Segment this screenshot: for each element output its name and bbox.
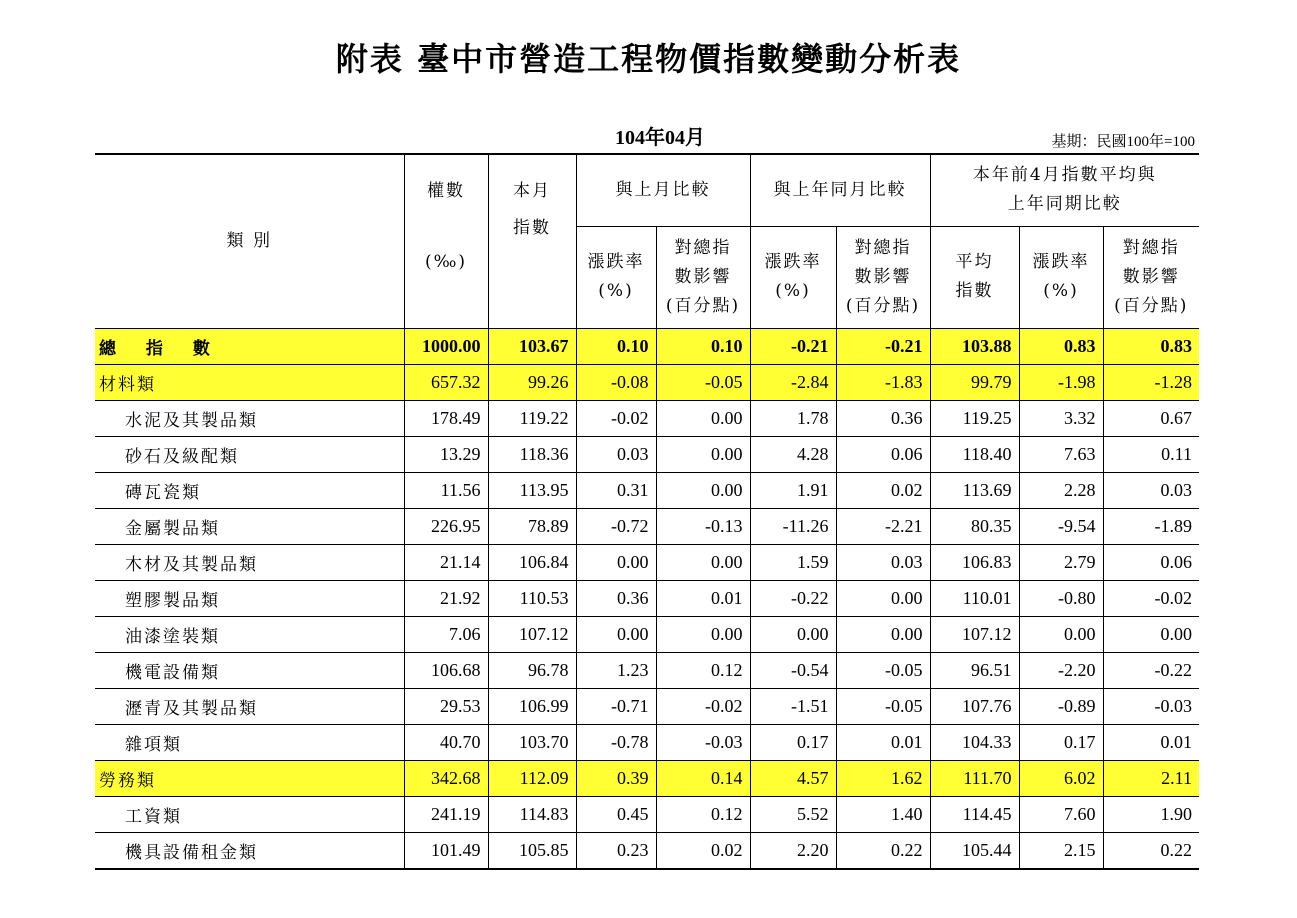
cell-avg: 96.51 bbox=[930, 652, 1019, 688]
cell-index: 78.89 bbox=[488, 508, 576, 544]
cell-avg: 118.40 bbox=[930, 436, 1019, 472]
impact-line2: 數影響 bbox=[1122, 266, 1180, 287]
cell-weight: 11.56 bbox=[404, 472, 488, 508]
cell-y-rate: -11.26 bbox=[750, 508, 836, 544]
cell-index: 107.12 bbox=[488, 616, 576, 652]
cell-a-impact: -0.03 bbox=[1103, 688, 1199, 724]
cell-index: 103.67 bbox=[488, 328, 576, 364]
cell-a-impact: 0.11 bbox=[1103, 436, 1199, 472]
cell-weight: 29.53 bbox=[404, 688, 488, 724]
table-header bbox=[95, 154, 1199, 328]
cell-index: 118.36 bbox=[488, 436, 576, 472]
row-category: 材料類 bbox=[95, 364, 404, 400]
table-row bbox=[95, 436, 1199, 472]
table-row bbox=[95, 508, 1199, 544]
table-row bbox=[95, 796, 1199, 832]
cell-a-impact: 0.00 bbox=[1103, 616, 1199, 652]
header-index-line2: 指數 bbox=[513, 218, 551, 238]
header-m-rate bbox=[576, 226, 656, 328]
cell-m-impact: 0.14 bbox=[656, 760, 750, 796]
cell-index: 96.78 bbox=[488, 652, 576, 688]
cell-weight: 657.32 bbox=[404, 364, 488, 400]
cell-weight: 241.19 bbox=[404, 796, 488, 832]
cell-weight: 21.92 bbox=[404, 580, 488, 616]
cell-avg: 99.79 bbox=[930, 364, 1019, 400]
cell-a-impact: -0.22 bbox=[1103, 652, 1199, 688]
cell-m-impact: 0.12 bbox=[656, 652, 750, 688]
cell-a-impact: -1.89 bbox=[1103, 508, 1199, 544]
row-category: 瀝青及其製品類 bbox=[95, 688, 404, 724]
table-row bbox=[95, 724, 1199, 760]
cell-a-rate: -1.98 bbox=[1019, 364, 1103, 400]
header-a-rate bbox=[1019, 226, 1103, 328]
cell-weight: 40.70 bbox=[404, 724, 488, 760]
cell-y-impact: 0.36 bbox=[836, 400, 930, 436]
cell-a-rate: 6.02 bbox=[1019, 760, 1103, 796]
cell-y-impact: 0.02 bbox=[836, 472, 930, 508]
cell-a-rate: 2.15 bbox=[1019, 832, 1103, 869]
cell-y-impact: -1.83 bbox=[836, 364, 930, 400]
cell-avg: 113.69 bbox=[930, 472, 1019, 508]
header-avg-index bbox=[930, 226, 1019, 328]
table-row bbox=[95, 652, 1199, 688]
table-row bbox=[95, 688, 1199, 724]
row-category: 塑膠製品類 bbox=[95, 580, 404, 616]
cell-avg: 80.35 bbox=[930, 508, 1019, 544]
row-category: 水泥及其製品類 bbox=[95, 400, 404, 436]
cell-m-impact: 0.02 bbox=[656, 832, 750, 869]
cell-m-rate: -0.78 bbox=[576, 724, 656, 760]
row-category: 金屬製品類 bbox=[95, 508, 404, 544]
cell-m-impact: 0.12 bbox=[656, 796, 750, 832]
header-weight bbox=[404, 154, 488, 328]
cell-a-rate: 7.63 bbox=[1019, 436, 1103, 472]
impact-line2: 數影響 bbox=[674, 266, 732, 287]
cell-avg: 105.44 bbox=[930, 832, 1019, 869]
cell-weight: 178.49 bbox=[404, 400, 488, 436]
cell-y-impact: 0.00 bbox=[836, 616, 930, 652]
cell-index: 113.95 bbox=[488, 472, 576, 508]
cell-y-rate: 2.20 bbox=[750, 832, 836, 869]
rate-label: 漲跌率 bbox=[1032, 252, 1090, 272]
cell-y-rate: 0.00 bbox=[750, 616, 836, 652]
impact-line1: 對總指 bbox=[1122, 237, 1180, 258]
cell-a-rate: 3.32 bbox=[1019, 400, 1103, 436]
cell-index: 112.09 bbox=[488, 760, 576, 796]
price-index-table bbox=[95, 153, 1199, 870]
cell-a-rate: -0.80 bbox=[1019, 580, 1103, 616]
rate-unit: (%) bbox=[598, 281, 634, 301]
cell-y-rate: -2.84 bbox=[750, 364, 836, 400]
header-ytd-compare bbox=[930, 154, 1199, 226]
header-ytd-line1: 本年前4月指數平均與 bbox=[972, 165, 1157, 186]
base-period-note: 基期：民國100年=100 bbox=[1051, 134, 1195, 150]
cell-y-rate: -0.22 bbox=[750, 580, 836, 616]
cell-a-impact: 0.67 bbox=[1103, 400, 1199, 436]
row-category: 砂石及級配類 bbox=[95, 436, 404, 472]
cell-y-impact: -0.05 bbox=[836, 688, 930, 724]
header-y-impact bbox=[836, 226, 930, 328]
cell-avg: 110.01 bbox=[930, 580, 1019, 616]
cell-m-impact: 0.00 bbox=[656, 436, 750, 472]
cell-y-impact: 1.62 bbox=[836, 760, 930, 796]
rate-unit: (%) bbox=[775, 281, 811, 301]
cell-avg: 104.33 bbox=[930, 724, 1019, 760]
cell-a-rate: -9.54 bbox=[1019, 508, 1103, 544]
cell-index: 99.26 bbox=[488, 364, 576, 400]
cell-a-impact: 0.01 bbox=[1103, 724, 1199, 760]
cell-index: 106.99 bbox=[488, 688, 576, 724]
cell-index: 105.85 bbox=[488, 832, 576, 869]
cell-y-impact: 0.03 bbox=[836, 544, 930, 580]
cell-m-rate: 0.10 bbox=[576, 328, 656, 364]
avg-line1: 平均 bbox=[955, 252, 994, 272]
cell-y-rate: 1.59 bbox=[750, 544, 836, 580]
cell-weight: 13.29 bbox=[404, 436, 488, 472]
cell-m-impact: 0.00 bbox=[656, 544, 750, 580]
cell-y-impact: -0.05 bbox=[836, 652, 930, 688]
header-category-label: 類 別 bbox=[226, 230, 272, 251]
cell-avg: 119.25 bbox=[930, 400, 1019, 436]
cell-weight: 1000.00 bbox=[404, 328, 488, 364]
cell-y-impact: 0.00 bbox=[836, 580, 930, 616]
avg-line2: 指數 bbox=[955, 281, 994, 301]
cell-weight: 106.68 bbox=[404, 652, 488, 688]
cell-a-rate: 0.83 bbox=[1019, 328, 1103, 364]
cell-m-rate: 1.23 bbox=[576, 652, 656, 688]
cell-a-impact: 1.90 bbox=[1103, 796, 1199, 832]
cell-a-rate: 7.60 bbox=[1019, 796, 1103, 832]
cell-a-rate: -2.20 bbox=[1019, 652, 1103, 688]
cell-index: 106.84 bbox=[488, 544, 576, 580]
cell-m-impact: 0.01 bbox=[656, 580, 750, 616]
cell-a-impact: 0.06 bbox=[1103, 544, 1199, 580]
cell-m-impact: 0.00 bbox=[656, 616, 750, 652]
header-vs-last-year-month: 與上年同月比較 bbox=[750, 154, 930, 226]
impact-line2: 數影響 bbox=[854, 266, 912, 287]
cell-y-impact: -0.21 bbox=[836, 328, 930, 364]
row-category: 總 指 數 bbox=[95, 328, 404, 364]
cell-m-rate: 0.39 bbox=[576, 760, 656, 796]
table-row bbox=[95, 364, 1199, 400]
cell-a-rate: 2.79 bbox=[1019, 544, 1103, 580]
cell-y-impact: 0.01 bbox=[836, 724, 930, 760]
header-category bbox=[95, 154, 404, 328]
cell-a-impact: 0.03 bbox=[1103, 472, 1199, 508]
cell-m-rate: -0.72 bbox=[576, 508, 656, 544]
table-row bbox=[95, 580, 1199, 616]
header-weight-label: 權數 bbox=[427, 181, 465, 201]
cell-y-rate: -0.54 bbox=[750, 652, 836, 688]
cell-weight: 21.14 bbox=[404, 544, 488, 580]
cell-a-rate: -0.89 bbox=[1019, 688, 1103, 724]
table-row bbox=[95, 832, 1199, 869]
row-category: 雜項類 bbox=[95, 724, 404, 760]
cell-y-rate: 4.57 bbox=[750, 760, 836, 796]
cell-y-rate: 1.91 bbox=[750, 472, 836, 508]
cell-index: 119.22 bbox=[488, 400, 576, 436]
cell-m-rate: 0.23 bbox=[576, 832, 656, 869]
row-category: 工資類 bbox=[95, 796, 404, 832]
cell-a-impact: 0.22 bbox=[1103, 832, 1199, 869]
cell-a-impact: 0.83 bbox=[1103, 328, 1199, 364]
table-row bbox=[95, 616, 1199, 652]
cell-m-rate: -0.02 bbox=[576, 400, 656, 436]
cell-a-rate: 2.28 bbox=[1019, 472, 1103, 508]
cell-avg: 111.70 bbox=[930, 760, 1019, 796]
table-body bbox=[95, 328, 1199, 869]
cell-m-impact: -0.05 bbox=[656, 364, 750, 400]
cell-m-impact: -0.03 bbox=[656, 724, 750, 760]
cell-a-impact: -0.02 bbox=[1103, 580, 1199, 616]
cell-m-impact: 0.10 bbox=[656, 328, 750, 364]
row-category: 油漆塗裝類 bbox=[95, 616, 404, 652]
cell-index: 103.70 bbox=[488, 724, 576, 760]
cell-avg: 103.88 bbox=[930, 328, 1019, 364]
cell-y-rate: 0.17 bbox=[750, 724, 836, 760]
table-row bbox=[95, 400, 1199, 436]
header-weight-unit: (‰) bbox=[424, 252, 468, 272]
table-row bbox=[95, 328, 1199, 364]
cell-m-rate: -0.71 bbox=[576, 688, 656, 724]
cell-weight: 101.49 bbox=[404, 832, 488, 869]
cell-m-rate: 0.00 bbox=[576, 544, 656, 580]
row-category: 磚瓦瓷類 bbox=[95, 472, 404, 508]
table-row bbox=[95, 472, 1199, 508]
header-y-rate bbox=[750, 226, 836, 328]
cell-y-rate: 4.28 bbox=[750, 436, 836, 472]
header-ytd-line2: 上年同期比較 bbox=[1007, 194, 1122, 215]
page-title: 附表 臺中市營造工程物價指數變動分析表 bbox=[335, 40, 962, 78]
report-period: 104年04月 bbox=[615, 127, 705, 149]
cell-index: 114.83 bbox=[488, 796, 576, 832]
row-category: 勞務類 bbox=[95, 760, 404, 796]
cell-index: 110.53 bbox=[488, 580, 576, 616]
cell-a-rate: 0.00 bbox=[1019, 616, 1103, 652]
cell-m-impact: 0.00 bbox=[656, 472, 750, 508]
cell-y-impact: 0.22 bbox=[836, 832, 930, 869]
cell-m-impact: -0.02 bbox=[656, 688, 750, 724]
rate-label: 漲跌率 bbox=[764, 252, 822, 272]
impact-line1: 對總指 bbox=[674, 237, 732, 258]
header-index bbox=[488, 154, 576, 328]
cell-m-rate: 0.36 bbox=[576, 580, 656, 616]
row-category: 機電設備類 bbox=[95, 652, 404, 688]
cell-m-impact: -0.13 bbox=[656, 508, 750, 544]
cell-y-impact: -2.21 bbox=[836, 508, 930, 544]
header-vs-last-month: 與上月比較 bbox=[576, 154, 750, 226]
table-row bbox=[95, 760, 1199, 796]
cell-weight: 226.95 bbox=[404, 508, 488, 544]
cell-avg: 107.76 bbox=[930, 688, 1019, 724]
cell-m-rate: -0.08 bbox=[576, 364, 656, 400]
cell-m-rate: 0.03 bbox=[576, 436, 656, 472]
rate-unit: (%) bbox=[1043, 281, 1079, 301]
header-a-impact bbox=[1103, 226, 1199, 328]
header-m-impact bbox=[656, 226, 750, 328]
cell-a-impact: 2.11 bbox=[1103, 760, 1199, 796]
impact-line3: (百分點) bbox=[665, 295, 741, 316]
cell-m-rate: 0.31 bbox=[576, 472, 656, 508]
cell-a-rate: 0.17 bbox=[1019, 724, 1103, 760]
cell-avg: 106.83 bbox=[930, 544, 1019, 580]
row-category: 機具設備租金類 bbox=[95, 832, 404, 869]
row-category: 木材及其製品類 bbox=[95, 544, 404, 580]
cell-weight: 7.06 bbox=[404, 616, 488, 652]
impact-line3: (百分點) bbox=[845, 295, 921, 316]
cell-m-rate: 0.45 bbox=[576, 796, 656, 832]
cell-y-rate: -1.51 bbox=[750, 688, 836, 724]
cell-m-rate: 0.00 bbox=[576, 616, 656, 652]
header-index-line1: 本月 bbox=[513, 181, 551, 201]
cell-avg: 107.12 bbox=[930, 616, 1019, 652]
impact-line1: 對總指 bbox=[854, 237, 912, 258]
cell-y-impact: 1.40 bbox=[836, 796, 930, 832]
cell-y-rate: 1.78 bbox=[750, 400, 836, 436]
cell-m-impact: 0.00 bbox=[656, 400, 750, 436]
cell-a-impact: -1.28 bbox=[1103, 364, 1199, 400]
cell-weight: 342.68 bbox=[404, 760, 488, 796]
cell-y-rate: -0.21 bbox=[750, 328, 836, 364]
rate-label: 漲跌率 bbox=[587, 252, 645, 272]
cell-y-rate: 5.52 bbox=[750, 796, 836, 832]
table-row bbox=[95, 544, 1199, 580]
cell-y-impact: 0.06 bbox=[836, 436, 930, 472]
cell-avg: 114.45 bbox=[930, 796, 1019, 832]
impact-line3: (百分點) bbox=[1114, 295, 1189, 316]
